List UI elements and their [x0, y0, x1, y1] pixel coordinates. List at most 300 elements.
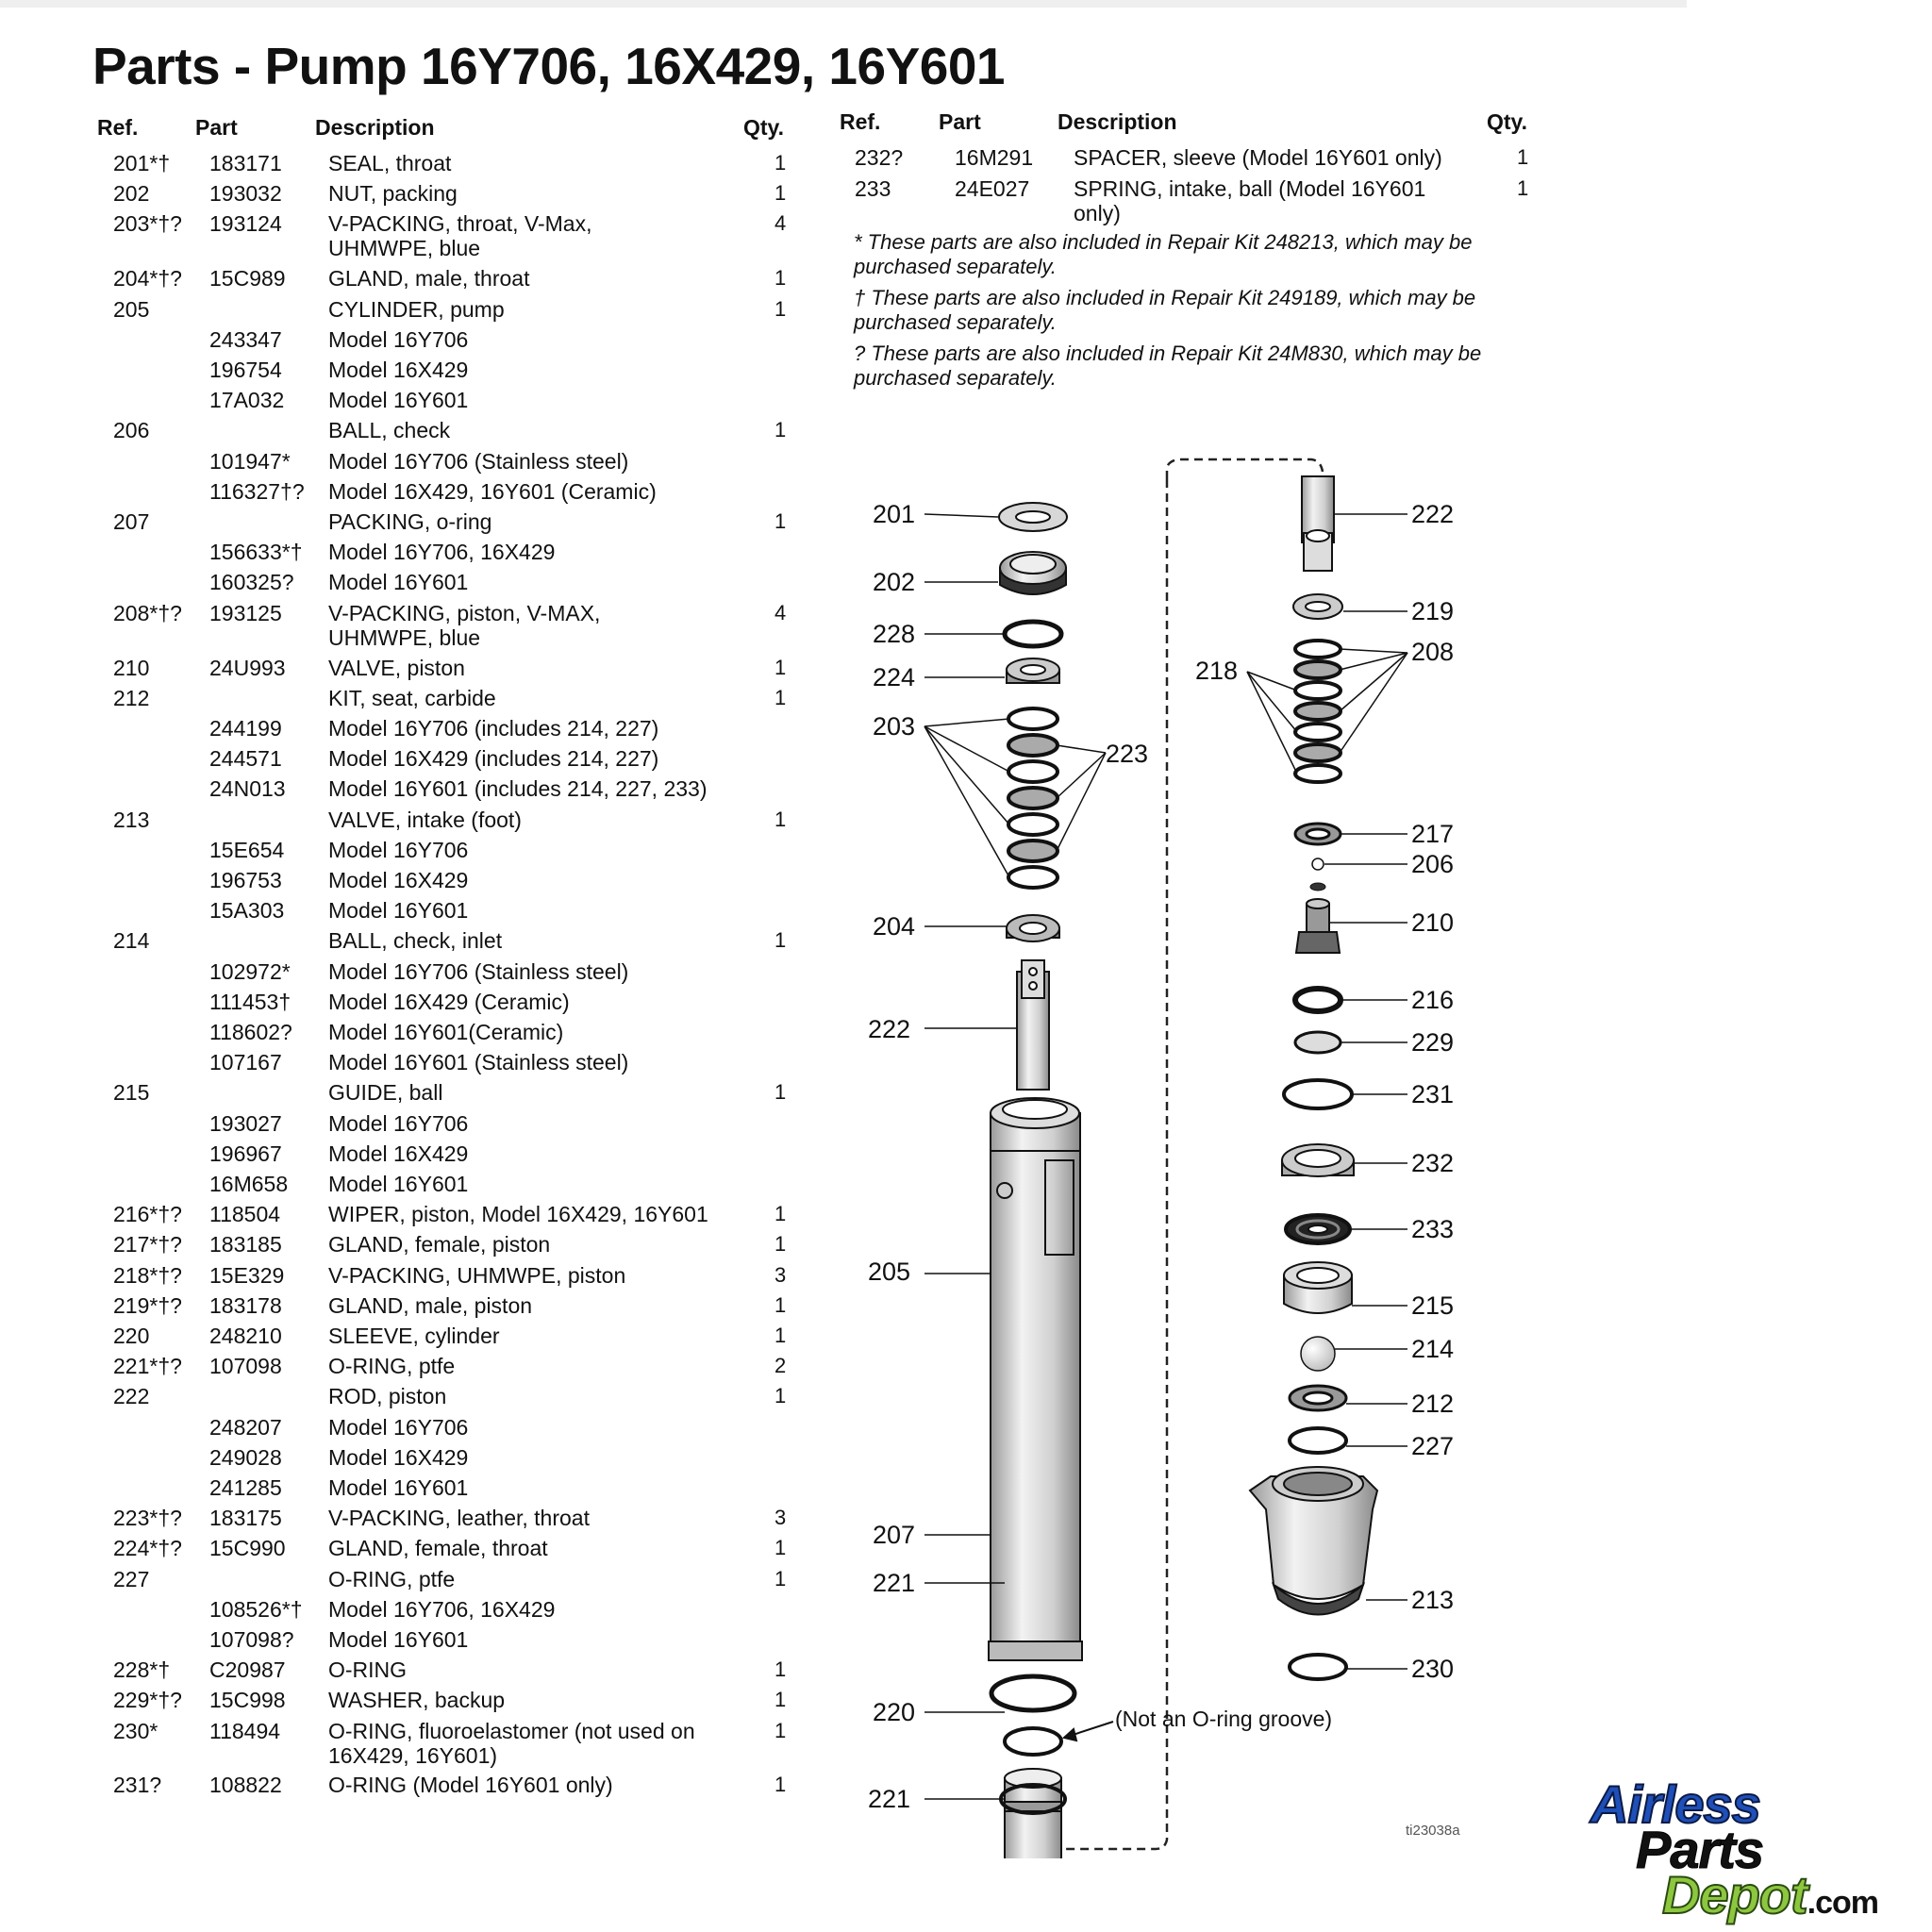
cell-ref: 206: [113, 418, 150, 443]
cell-part: 183185: [209, 1232, 282, 1257]
cell-qty: 1: [774, 685, 787, 709]
part-232-sleeve-spacer: [1282, 1144, 1354, 1176]
part-233-intake-spring: [1286, 1215, 1350, 1243]
cell-ref: 219*†?: [113, 1292, 182, 1318]
table-row: [94, 1141, 792, 1172]
table-row: [94, 297, 792, 327]
label-216: 216: [1411, 986, 1455, 1014]
table-row: [94, 868, 792, 898]
header-description: Description: [1058, 109, 1177, 134]
label-204: 204: [873, 912, 916, 941]
page-top-strip: [0, 0, 1687, 8]
cell-qty: 1: [774, 1773, 787, 1797]
label-229: 229: [1411, 1028, 1455, 1057]
table-row: [94, 1597, 792, 1627]
table-row: [94, 1506, 792, 1536]
table-row: [94, 928, 792, 958]
table-row: [94, 1475, 792, 1506]
cell-desc: Model 16X429: [328, 1141, 469, 1166]
cell-ref: 228*†: [113, 1657, 171, 1683]
cell-qty: 1: [774, 807, 787, 831]
cell-desc: SPACER, sleeve (Model 16Y601 only): [1074, 145, 1442, 170]
cell-desc: Model 16X429 (includes 214, 227): [328, 746, 659, 772]
cell-desc: Model 16Y706, 16X429: [328, 540, 556, 565]
cell-qty: 1: [774, 1657, 787, 1682]
part-212-carbide-seat: [1290, 1386, 1346, 1410]
cell-qty: 2: [774, 1354, 787, 1378]
cell-desc: SPRING, intake, ball (Model 16Y601 only): [1074, 176, 1426, 225]
cell-qty: 1: [774, 1292, 787, 1317]
cell-desc: V-PACKING, leather, throat: [328, 1506, 590, 1531]
table-row: [94, 600, 792, 650]
cell-desc: Model 16Y601(Ceramic): [328, 1019, 564, 1044]
cell-qty: 3: [774, 1262, 787, 1287]
groove-callout-text: (Not an O-ring groove): [1115, 1707, 1333, 1731]
cell-desc: VALVE, piston: [328, 655, 465, 680]
cell-ref: 224*†?: [113, 1536, 182, 1561]
cell-ref: 229*†?: [113, 1688, 182, 1713]
page-title: Parts - Pump 16Y706, 16X429, 16Y601: [92, 37, 1006, 95]
cell-part: 156633*†: [209, 540, 303, 565]
part-219-gland: [1293, 594, 1342, 619]
label-214: 214: [1411, 1335, 1455, 1363]
cell-desc: V-PACKING, UHMWPE, piston: [328, 1262, 626, 1288]
cell-part: 243347: [209, 326, 282, 352]
table-row: [94, 898, 792, 928]
cell-qty: 4: [774, 211, 787, 236]
table-row: [94, 418, 792, 448]
cell-qty: 1: [1517, 176, 1529, 200]
cell-desc: Model 16Y706: [328, 1110, 469, 1136]
cell-desc: Model 16X429, 16Y601 (Ceramic): [328, 478, 657, 504]
cell-desc: Model 16Y706: [328, 837, 469, 862]
kit-notes: [854, 230, 1528, 397]
cell-part: 108822: [209, 1773, 282, 1798]
cell-desc: WASHER, backup: [328, 1688, 506, 1713]
cell-ref: 215: [113, 1080, 150, 1106]
cell-part: 244571: [209, 746, 282, 772]
label-215: 215: [1411, 1291, 1455, 1320]
cell-ref: 231?: [113, 1773, 162, 1798]
cell-desc: Model 16Y706: [328, 326, 469, 352]
cell-part: 118602?: [209, 1019, 292, 1044]
label-223: 223: [1106, 740, 1149, 768]
part-203-223-v-packing-stack: [1008, 708, 1058, 888]
label-224: 224: [873, 663, 916, 691]
table-row: [94, 1718, 792, 1768]
part-221-o-ring-upper: [1005, 1728, 1061, 1755]
part-204-gland: [1007, 915, 1059, 941]
table-row: [94, 1232, 792, 1262]
cell-qty: 1: [774, 418, 787, 442]
label-219: 219: [1411, 597, 1455, 625]
cell-qty: 1: [774, 1688, 787, 1712]
logo-depot-word: Depot: [1662, 1865, 1807, 1924]
table-row: [94, 1172, 792, 1202]
label-227: 227: [1411, 1432, 1455, 1460]
cell-part: 15E654: [209, 837, 285, 862]
groove-callout-arrow: [1064, 1722, 1113, 1740]
cell-desc: Model 16X429: [328, 867, 469, 892]
cell-part: 244199: [209, 715, 282, 741]
table-row: [94, 211, 792, 261]
header-qty: Qty.: [1487, 109, 1528, 134]
table-row: [94, 959, 792, 990]
label-206: 206: [1411, 850, 1455, 878]
cell-ref: 227: [113, 1566, 150, 1591]
cell-qty: 1: [774, 1202, 787, 1226]
cell-ref: 212: [113, 685, 150, 710]
cell-ref: 218*†?: [113, 1262, 182, 1288]
cell-desc: WIPER, piston, Model 16X429, 16Y601: [328, 1202, 708, 1227]
cell-desc: Model 16Y706, 16X429: [328, 1596, 556, 1622]
cell-part: 101947*: [209, 448, 291, 474]
cell-qty: 4: [774, 600, 787, 625]
logo-tld: .com: [1807, 1885, 1879, 1921]
cell-desc: GLAND, male, throat: [328, 266, 530, 291]
cell-qty: 1: [774, 1232, 787, 1257]
part-224-gland: [1007, 658, 1059, 683]
label-201: 201: [873, 500, 916, 528]
cell-ref: 216*†?: [113, 1202, 182, 1227]
table-row: [94, 656, 792, 686]
cell-qty: 1: [774, 1080, 787, 1105]
cell-desc: GUIDE, ball: [328, 1080, 443, 1106]
part-214-inlet-ball: [1301, 1337, 1335, 1371]
cell-ref: 221*†?: [113, 1354, 182, 1379]
cell-desc: GLAND, female, piston: [328, 1232, 551, 1257]
table-row: [94, 388, 792, 418]
label-221-upper: 221: [873, 1569, 916, 1597]
cell-ref: 204*†?: [113, 266, 182, 291]
label-203: 203: [873, 712, 916, 741]
table-row: [94, 1111, 792, 1141]
kit-note-248213: * These parts are also included in Repair Kit 248213, which may be purchased separately.: [854, 230, 1473, 278]
cell-part: 111453†: [209, 989, 291, 1014]
cell-qty: 1: [774, 266, 787, 291]
label-228: 228: [873, 620, 916, 648]
label-205: 205: [868, 1257, 911, 1286]
cell-desc: Model 16X429: [328, 357, 469, 382]
cell-ref: 202: [113, 181, 150, 207]
header-part: Part: [939, 109, 981, 134]
table-row: [94, 1627, 792, 1657]
cell-ref: 233: [855, 176, 891, 201]
exploded-pump-diagram: [830, 443, 1547, 1858]
cell-part: 118494: [209, 1718, 281, 1743]
table-row: [94, 1536, 792, 1566]
cell-ref: 232?: [855, 145, 904, 170]
cell-part: C20987: [209, 1657, 286, 1683]
cell-part: 193125: [209, 600, 282, 625]
cell-desc: Model 16Y601: [328, 388, 469, 413]
part-206-check-ball: [1312, 858, 1324, 870]
kit-note-24m830: ? These parts are also included in Repair Kit 24M830, which may be purchased separately.: [854, 341, 1482, 390]
part-213-intake-foot-valve: [1250, 1467, 1377, 1615]
airless-parts-depot-logo: [1585, 1774, 1929, 1924]
cell-desc: Model 16Y601 (includes 214, 227, 233): [328, 776, 708, 802]
table-row: [94, 479, 792, 509]
cell-desc: VALVE, intake (foot): [328, 807, 522, 832]
label-218: 218: [1195, 657, 1239, 685]
label-233: 233: [1411, 1215, 1455, 1243]
cell-ref: 203*†?: [113, 211, 182, 237]
cell-part: 102972*: [209, 958, 291, 984]
table-row: [838, 176, 1536, 225]
cell-qty: 1: [774, 1718, 787, 1742]
table-row: [94, 776, 792, 807]
table-row: [94, 151, 792, 181]
cell-part: 107098: [209, 1354, 282, 1379]
cell-desc: PACKING, o-ring: [328, 508, 492, 534]
cell-desc: GLAND, male, piston: [328, 1292, 533, 1318]
logo-line-parts: Parts: [1636, 1820, 1764, 1879]
table-row: [94, 509, 792, 540]
cell-desc: BALL, check: [328, 418, 451, 443]
cell-desc: V-PACKING, piston, V-MAX, UHMWPE, blue: [328, 600, 601, 650]
table-row: [94, 1354, 792, 1384]
cell-desc: Model 16Y601: [328, 898, 469, 924]
cell-desc: SLEEVE, cylinder: [328, 1323, 500, 1348]
cell-desc: Model 16Y601: [328, 1474, 469, 1500]
cell-part: 108526*†: [209, 1596, 303, 1622]
table-row: [838, 145, 1536, 175]
cell-ref: 217*†?: [113, 1232, 182, 1257]
part-228-o-ring: [1005, 622, 1061, 646]
cell-desc: O-RING, ptfe: [328, 1566, 456, 1591]
leader-208: [1340, 649, 1407, 753]
header-description: Description: [315, 115, 435, 140]
label-230: 230: [1411, 1655, 1455, 1683]
cell-ref: 230*: [113, 1718, 158, 1743]
cell-part: 193124: [209, 211, 282, 237]
table-row: [94, 449, 792, 479]
part-229-backup-washer: [1295, 1032, 1341, 1053]
part-231-o-ring: [1284, 1080, 1352, 1108]
cell-qty: 1: [774, 181, 787, 206]
label-217: 217: [1411, 820, 1455, 848]
cell-part: 107098?: [209, 1626, 294, 1652]
label-220: 220: [873, 1698, 916, 1726]
table-row: [94, 327, 792, 358]
logo-line-depot: [1662, 1864, 1878, 1925]
cell-part: 17A032: [209, 388, 285, 413]
cell-qty: 1: [1517, 145, 1529, 169]
cell-desc: O-RING: [328, 1657, 408, 1683]
table-row: [94, 1384, 792, 1414]
cell-qty: 1: [774, 1536, 787, 1560]
cell-qty: 1: [774, 1566, 787, 1591]
cell-ref: 201*†: [113, 151, 171, 175]
header-ref: Ref.: [97, 115, 139, 140]
part-201-seal: [999, 503, 1067, 531]
table-row: [94, 1293, 792, 1324]
cell-ref: 210: [113, 655, 150, 680]
table-row: [94, 1324, 792, 1354]
part-215-ball-guide: [1284, 1262, 1352, 1313]
part-217-gland: [1295, 824, 1341, 844]
cell-part: 24N013: [209, 776, 286, 802]
cell-desc: GLAND, female, throat: [328, 1536, 548, 1561]
cell-desc: Model 16Y706 (includes 214, 227): [328, 715, 659, 741]
cell-qty: 1: [774, 151, 787, 175]
cell-ref: 222: [113, 1384, 150, 1409]
table-row: [94, 1445, 792, 1475]
cell-part: 183171: [209, 151, 282, 175]
part-202-packing-nut: [1000, 552, 1066, 594]
label-208: 208: [1411, 638, 1455, 666]
table-row: [94, 1773, 792, 1803]
cell-part: 15C998: [209, 1688, 286, 1713]
cell-qty: 1: [774, 928, 787, 953]
cell-part: 15C990: [209, 1536, 286, 1561]
table-row: [94, 1263, 792, 1293]
cell-desc: Model 16Y601: [328, 570, 469, 595]
cell-qty: 1: [774, 1384, 787, 1408]
cell-ref: 207: [113, 508, 150, 534]
leader-223: [1057, 745, 1106, 851]
cell-desc: ROD, piston: [328, 1384, 447, 1409]
cell-desc: Model 16X429 (Ceramic): [328, 989, 570, 1014]
figure-id: ti23038a: [1406, 1823, 1460, 1839]
part-222-piston-rod-right: [1302, 476, 1334, 571]
dashed-assembly-path: [1167, 459, 1323, 479]
table-row: [94, 1050, 792, 1080]
cell-desc: O-RING, ptfe: [328, 1354, 456, 1379]
cell-part: 196753: [209, 867, 282, 892]
cell-part: 241285: [209, 1474, 282, 1500]
table-row: [94, 266, 792, 296]
logo-line-airless: Airless: [1591, 1774, 1760, 1834]
table-row: [94, 570, 792, 600]
table-row: [94, 1202, 792, 1232]
label-212: 212: [1411, 1390, 1455, 1418]
leader-218: [1247, 672, 1297, 774]
label-222-right: 222: [1411, 500, 1455, 528]
table-row: [94, 1020, 792, 1050]
cell-part: 196754: [209, 357, 282, 382]
cell-part: 118504: [209, 1202, 281, 1227]
header-ref: Ref.: [840, 109, 881, 134]
cell-desc: CYLINDER, pump: [328, 296, 505, 322]
cell-ref: 205: [113, 296, 150, 322]
header-qty: Qty.: [743, 115, 785, 140]
cell-part: 249028: [209, 1444, 282, 1470]
cell-part: 183175: [209, 1506, 282, 1531]
cell-part: 193032: [209, 181, 282, 207]
cell-qty: 3: [774, 1506, 787, 1530]
part-216-wiper: [1295, 989, 1341, 1011]
table-row: [94, 1567, 792, 1597]
part-207-packing-o-ring: [991, 1676, 1074, 1710]
table-row: [94, 838, 792, 868]
cell-qty: 1: [774, 655, 787, 679]
cell-ref: 223*†?: [113, 1506, 182, 1531]
label-222-left: 222: [868, 1015, 911, 1043]
label-207: 207: [873, 1521, 916, 1549]
cell-part: 15E329: [209, 1262, 285, 1288]
cell-part: 193027: [209, 1110, 282, 1136]
part-210-piston-valve: [1296, 899, 1340, 953]
table-row: [94, 1080, 792, 1110]
cell-desc: NUT, packing: [328, 181, 458, 207]
cell-part: 24U993: [209, 655, 286, 680]
cell-desc: Model 16Y706 (Stainless steel): [328, 958, 629, 984]
cell-part: 248210: [209, 1323, 282, 1348]
header-part: Part: [195, 115, 238, 140]
table-row: [94, 686, 792, 716]
table-row: [94, 1688, 792, 1718]
table-row: [94, 540, 792, 570]
cell-desc: Model 16X429: [328, 1444, 469, 1470]
table-row: [94, 358, 792, 388]
part-222-piston-rod-left: [1017, 960, 1049, 1090]
cell-desc: BALL, check, inlet: [328, 928, 503, 954]
part-230-o-ring: [1290, 1655, 1346, 1679]
label-221-lower: 221: [868, 1785, 911, 1813]
label-231: 231: [1411, 1080, 1455, 1108]
part-205-pump-cylinder: [989, 1098, 1082, 1660]
cell-part: 15C989: [209, 266, 286, 291]
cell-ref: 220: [113, 1323, 150, 1348]
parts-table-left: [94, 115, 792, 1832]
cell-qty: 1: [774, 1323, 787, 1347]
cell-desc: Model 16Y601: [328, 1171, 469, 1196]
cell-part: 196967: [209, 1141, 282, 1166]
label-213: 213: [1411, 1586, 1455, 1614]
table-row: [94, 808, 792, 838]
cell-desc: O-RING (Model 16Y601 only): [328, 1773, 613, 1798]
cell-part: 15A303: [209, 898, 285, 924]
table-row: [94, 716, 792, 746]
table-row: [94, 181, 792, 211]
part-227-o-ring: [1290, 1428, 1346, 1453]
cell-part: 248207: [209, 1414, 282, 1440]
cell-desc: Model 16Y601 (Stainless steel): [328, 1050, 629, 1075]
cell-part: 24E027: [955, 176, 1030, 201]
cell-ref: 214: [113, 928, 150, 954]
table-row: [94, 1415, 792, 1445]
cell-ref: 213: [113, 807, 150, 832]
cell-desc: SEAL, throat: [328, 151, 452, 175]
label-232: 232: [1411, 1149, 1455, 1177]
table-row: [94, 746, 792, 776]
cell-part: 183178: [209, 1292, 282, 1318]
cell-ref: 208*†?: [113, 600, 182, 625]
table-row: [94, 1657, 792, 1688]
cell-part: 160325?: [209, 570, 294, 595]
cell-desc: Model 16Y706: [328, 1414, 469, 1440]
cell-qty: 1: [774, 296, 787, 321]
part-206-washer: [1310, 883, 1325, 891]
part-208-218-v-packing-stack: [1295, 641, 1341, 782]
kit-note-249189: † These parts are also included in Repair Kit 249189, which may be purchased separately.: [854, 286, 1476, 334]
cell-desc: O-RING, fluoroelastomer (not used on 16X429, 16Y601): [328, 1718, 695, 1768]
cell-desc: KIT, seat, carbide: [328, 685, 496, 710]
cell-desc: V-PACKING, throat, V-Max, UHMWPE, blue: [328, 211, 592, 261]
cell-part: 116327†?: [209, 478, 305, 504]
table-row: [94, 990, 792, 1020]
cell-desc: Model 16Y601: [328, 1626, 469, 1652]
cell-part: 16M291: [955, 145, 1034, 170]
cell-desc: Model 16Y706 (Stainless steel): [328, 448, 629, 474]
cell-part: 107167: [209, 1050, 282, 1075]
cell-qty: 1: [774, 508, 787, 533]
label-210: 210: [1411, 908, 1455, 937]
leader-203: [924, 719, 1009, 877]
label-202: 202: [873, 568, 916, 596]
cell-part: 16M658: [209, 1171, 289, 1196]
